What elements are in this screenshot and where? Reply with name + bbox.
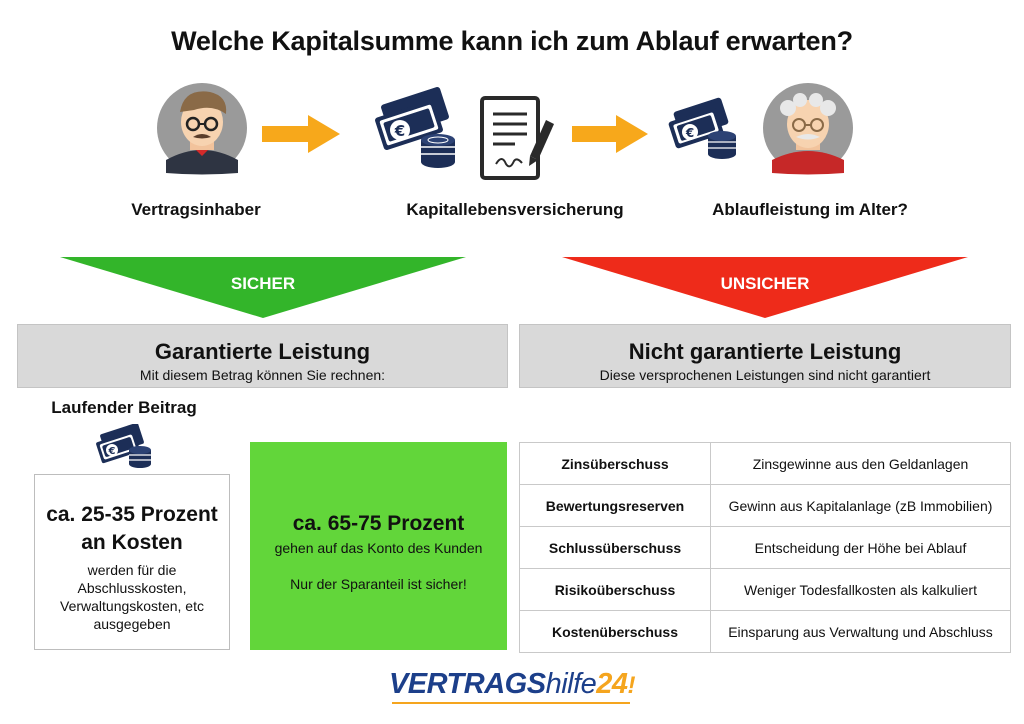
nicht-garantierte-leistung-heading: Nicht garantierte Leistung xyxy=(628,339,902,364)
garantierte-leistung-box xyxy=(17,324,508,388)
ueberschuss-table xyxy=(519,442,1011,653)
arrow-right-icon xyxy=(262,115,340,153)
table-row xyxy=(520,569,1011,611)
money-stack-icon xyxy=(374,86,455,168)
logo-part-24: 24 xyxy=(596,668,628,700)
svg-text:€: € xyxy=(108,446,116,457)
table-row xyxy=(520,485,1011,527)
row-desc: Zinsgewinne aus den Geldanlagen xyxy=(711,443,1011,485)
kosten-text: werden für die Abschlusskosten, Verwaltungskosten, etc ausgegeben xyxy=(60,562,204,632)
garantierte-leistung-heading: Garantierte Leistung xyxy=(154,339,371,364)
logo-underline xyxy=(392,702,630,704)
row-term: Risikoüberschuss xyxy=(520,569,711,611)
page-title: Welche Kapitalsumme kann ich zum Ablauf erwarten? xyxy=(171,26,853,56)
arrow-right-icon xyxy=(572,115,648,153)
young-man-avatar-icon xyxy=(157,83,247,175)
kundenkonto-text: gehen auf das Konto des Kunden xyxy=(274,540,483,556)
row-desc: Gewinn aus Kapitalanlage (zB Immobilien) xyxy=(711,485,1011,527)
logo-part-vertrags: VERTRAGS xyxy=(388,668,546,700)
vertragshilfe24-logo xyxy=(0,668,1024,701)
laufender-beitrag-label: Laufender Beitrag xyxy=(51,398,197,417)
sicher-label: SICHER xyxy=(230,274,296,293)
row-desc: Entscheidung der Höhe bei Ablauf xyxy=(711,527,1011,569)
sparanteil-note: Nur der Sparanteil ist sicher! xyxy=(290,576,467,592)
nicht-garantierte-leistung-box xyxy=(519,324,1011,388)
money-stack-icon xyxy=(92,424,162,468)
old-man-avatar-icon xyxy=(763,83,853,175)
row-desc: Weniger Todesfallkosten als kalkuliert xyxy=(711,569,1011,611)
kundenkonto-box xyxy=(250,442,507,650)
table-row xyxy=(520,611,1011,653)
row-term: Bewertungsreserven xyxy=(520,485,711,527)
logo-mark-icon: ! xyxy=(627,672,636,699)
svg-text:€: € xyxy=(394,122,406,140)
flow-illustration xyxy=(0,0,1024,200)
unsicher-label: UNSICHER xyxy=(720,274,810,293)
row-term: Zinsüberschuss xyxy=(520,443,711,485)
garantierte-leistung-subheading: Mit diesem Betrag können Sie rechnen: xyxy=(139,367,386,383)
table-row xyxy=(520,527,1011,569)
row-term: Kostenüberschuss xyxy=(520,611,711,653)
kapitallebensversicherung-label: Kapitallebensversicherung xyxy=(406,200,624,219)
logo-part-hilfe: hilfe xyxy=(545,668,597,700)
table-row xyxy=(520,443,1011,485)
kosten-box xyxy=(34,474,230,650)
row-desc: Einsparung aus Verwaltung und Abschluss xyxy=(711,611,1011,653)
svg-text:€: € xyxy=(685,126,695,140)
kundenkonto-heading: ca. 65-75 Prozent xyxy=(292,512,465,535)
contract-document-icon xyxy=(482,98,554,178)
vertragsinhaber-label: Vertragsinhaber xyxy=(131,200,261,219)
row-term: Schlussüberschuss xyxy=(520,527,711,569)
triangles xyxy=(0,250,1024,325)
money-stack-icon xyxy=(668,97,736,159)
kosten-heading: ca. 25-35 Prozent an Kosten xyxy=(46,503,218,554)
ablaufleistung-label: Ablaufleistung im Alter? xyxy=(712,200,908,219)
nicht-garantierte-leistung-subheading: Diese versprochenen Leistungen sind nicht garantiert xyxy=(599,367,931,383)
